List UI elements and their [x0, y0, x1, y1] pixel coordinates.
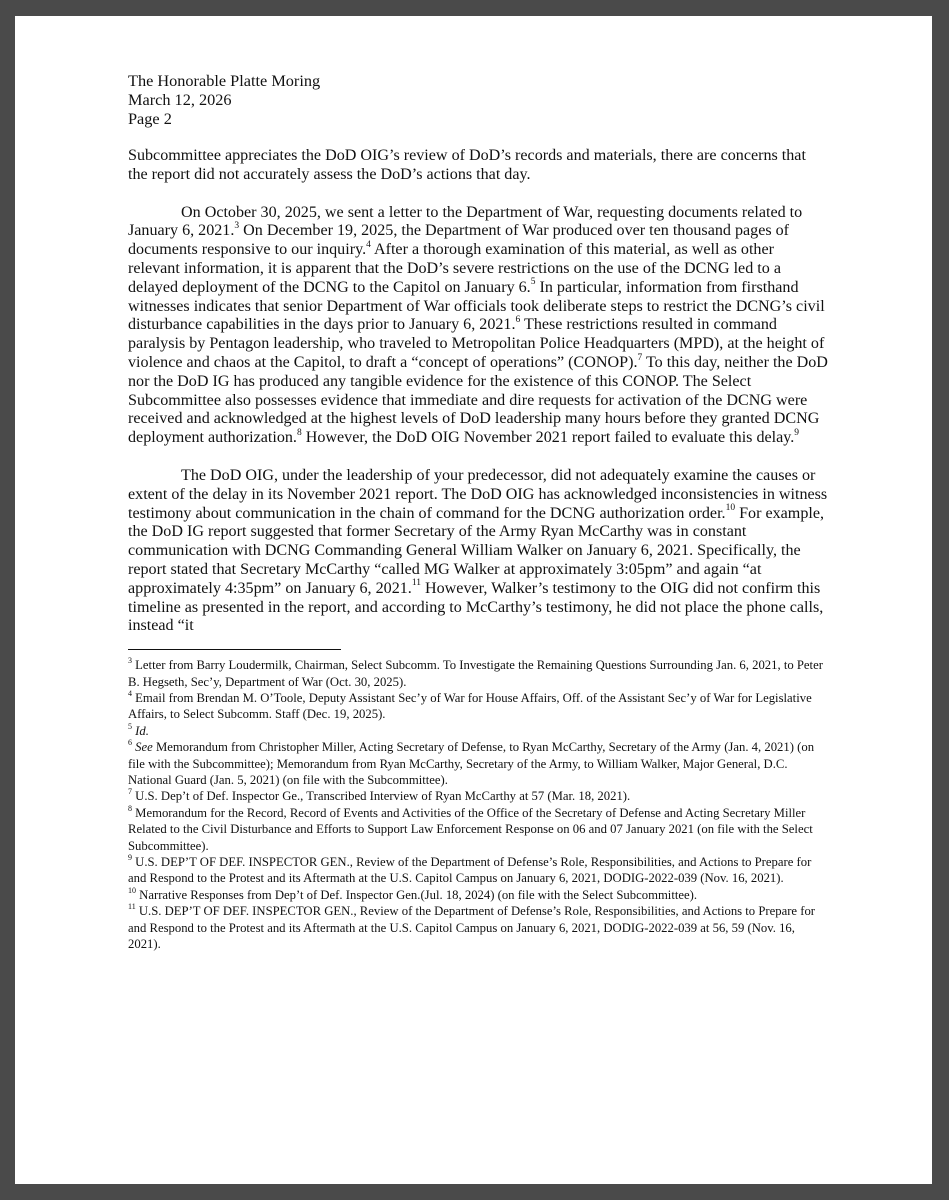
footnote-text: Narrative Responses from Dep’t of Def. Inspector Gen.(Jul. 18, 2024) (on file with the Select Subcommittee). — [136, 887, 698, 902]
footnote-5 — [128, 723, 828, 739]
footnote-text: Email from Brendan M. O’Toole, Deputy Assistant Sec’y of War for House Affairs, Off. of the Assistant Sec’y of War for Legislative Affairs, to Select Subcomm. Staff (Dec. 19, 2025). — [128, 690, 812, 722]
footnote-8 — [128, 805, 828, 854]
footnote-text: U.S. DEP’T OF DEF. INSPECTOR GEN., Review of the Department of Defense’s Role, Responsibilities, and Actions to Prepare for and Respond to the Protest and its Aftermath at the U.S. Capitol Campus on January 6, 2021, DODIG-2022-039 (Nov. 16, 2021). — [128, 855, 812, 886]
footnote-number: 3 — [128, 655, 132, 665]
paragraph-sentence: After a thorough examination of this material, as well as other relevant information, it is apparent that the DoD’s severe restrictions on the use of the DCNG led to a delayed deployment of the DCNG to the Capitol on January 6. — [128, 241, 781, 296]
footnote-10 — [128, 887, 828, 903]
footnote-ref[interactable]: 11 — [411, 578, 421, 589]
footnote-text: Memorandum from Christopher Miller, Acting Secretary of Defense, to Ryan McCarthy, Secretary of the Army (Jan. 4, 2021) (on file with the Subcommittee); Memorandum from Ryan McCarthy, Secretary of the Army, to William Walker, Major General, D.C. National Guard (Jan. 5, 2021) (on file with the Subcommittee). — [128, 740, 815, 787]
footnote-4 — [128, 690, 828, 723]
paragraph-documents-review — [128, 204, 828, 448]
paragraph-sentence: On October 30, 2025, we sent a letter to the Department of War, requesting documents related to January 6, 2021. — [128, 203, 803, 240]
footnote-6 — [128, 739, 828, 788]
footnote-number: 7 — [128, 787, 132, 797]
footnote-number: 4 — [128, 688, 132, 698]
footnote-number: 6 — [128, 737, 132, 747]
footnote-text: Memorandum for the Record, Record of Events and Activities of the Office of the Secretary of Defense and Acting Secretary Miller Related to the Civil Disturbance and Efforts to Support Law Enforcement Response on 06 and 07 January 2021 (on file with the Select Subcommittee). — [128, 805, 813, 853]
footnote-separator — [128, 649, 341, 650]
paragraph-sentence: However, the DoD OIG November 2021 report failed to evaluate this delay. — [301, 429, 795, 447]
document-page — [15, 16, 932, 1184]
paragraph-sentence: For example, the DoD IG report suggested that former Secretary of the Army Ryan McCarthy was in constant communication with DCNG Commanding General William Walker on January 6, 2021. Specifically, the report stated that Secretary McCarthy “called MG Walker at approximately 3:05pm” and again “at approximately 4:35pm” on January 6, 2021. — [128, 504, 825, 597]
footnote-signal: See — [135, 740, 153, 755]
letter-header — [128, 71, 828, 128]
footnote-ref[interactable]: 4 — [366, 239, 371, 250]
date-line: March 12, 2026 — [128, 90, 232, 109]
paragraph-sentence: To this day, neither the DoD nor the DoD IG has produced any tangible evidence for the existence of this CONOP. The Select Subcommittee also possesses evidence that immediate and dire requests for activation of the DCNG were received and acknowledged at the highest levels of DoD leadership many hours before they granted DCNG deployment authorization. — [128, 353, 828, 447]
footnote-ref[interactable]: 10 — [725, 503, 736, 514]
footnotes — [128, 657, 828, 952]
footnote-number: 5 — [128, 721, 132, 731]
letter-body — [128, 147, 828, 636]
footnote-number: 8 — [128, 803, 132, 813]
paragraph-sentence: In particular, information from firsthand witnesses indicates that senior Department of War officials took deliberate steps to restrict the DCNG’s civil disturbance capabilities in the days prior to January 6, 2021. — [128, 278, 825, 334]
footnote-ref[interactable]: 3 — [234, 221, 240, 232]
footnote-ref[interactable]: 6 — [515, 315, 521, 326]
footnote-number: 11 — [128, 901, 136, 911]
footnote-number: 10 — [128, 885, 136, 895]
footnote-7 — [128, 788, 828, 804]
paragraph-continuation: Subcommittee appreciates the DoD OIG’s review of DoD’s records and materials, there are concerns that the report did not accurately assess the DoD’s actions that day. — [128, 147, 806, 183]
footnote-text: Id. — [132, 723, 149, 738]
footnote-number: 9 — [128, 852, 132, 862]
page-content — [128, 71, 828, 952]
footnote-ref[interactable]: 8 — [296, 427, 302, 438]
footnote-11 — [128, 903, 828, 952]
page-number-line: Page 2 — [128, 109, 172, 128]
paragraph-sentence: The DoD OIG, under the leadership of your predecessor, did not adequately examine the causes or extent of the delay in its November 2021 report. The DoD OIG has acknowledged inconsistencies in witness testimony about communication in the chain of command for the DCNG authorization order. — [128, 466, 828, 522]
paragraph-sentence: On December 19, 2025, the Department of War produced over ten thousand pages of documents responsive to our inquiry. — [128, 222, 790, 259]
paragraph-sentence: However, Walker’s testimony to the OIG did not confirm this timeline as presented in the report, and according to McCarthy’s testimony, he did not place the phone calls, instead “it — [128, 579, 824, 635]
footnote-ref[interactable]: 9 — [794, 427, 800, 438]
footnote-text: U.S. Dep’t of Def. Inspector Ge., Transcribed Interview of Ryan McCarthy at 57 (Mar. 18, 2021). — [132, 789, 631, 804]
footnote-9 — [128, 854, 828, 887]
footnote-text: Letter from Barry Loudermilk, Chairman, Select Subcomm. To Investigate the Remaining Questions Surrounding Jan. 6, 2021, to Peter B. Hegseth, Sec’y, Department of War (Oct. 30, 2025). — [128, 658, 823, 689]
paragraph-oig-delay — [128, 467, 828, 636]
paragraph-sentence: These restrictions resulted in command paralysis by Pentagon leadership, who traveled to Metropolitan Police Headquarters (MPD), at the height of violence and chaos at the Capitol, to draft a “concept of operations” (CONOP). — [128, 316, 825, 371]
footnote-ref[interactable]: 5 — [530, 277, 536, 288]
footnote-ref[interactable]: 7 — [637, 352, 643, 363]
recipient-line: The Honorable Platte Moring — [128, 71, 321, 90]
footnote-3 — [128, 657, 828, 690]
footnote-text: U.S. DEP’T OF DEF. INSPECTOR GEN., Review of the Department of Defense’s Role, Responsibilities, and Actions to Prepare for and Respond to the Protest and its Aftermath at the U.S. Capitol Campus on January 6, 2021, DODIG-2022-039 at 56, 59 (Nov. 16, 2021). — [128, 904, 816, 952]
